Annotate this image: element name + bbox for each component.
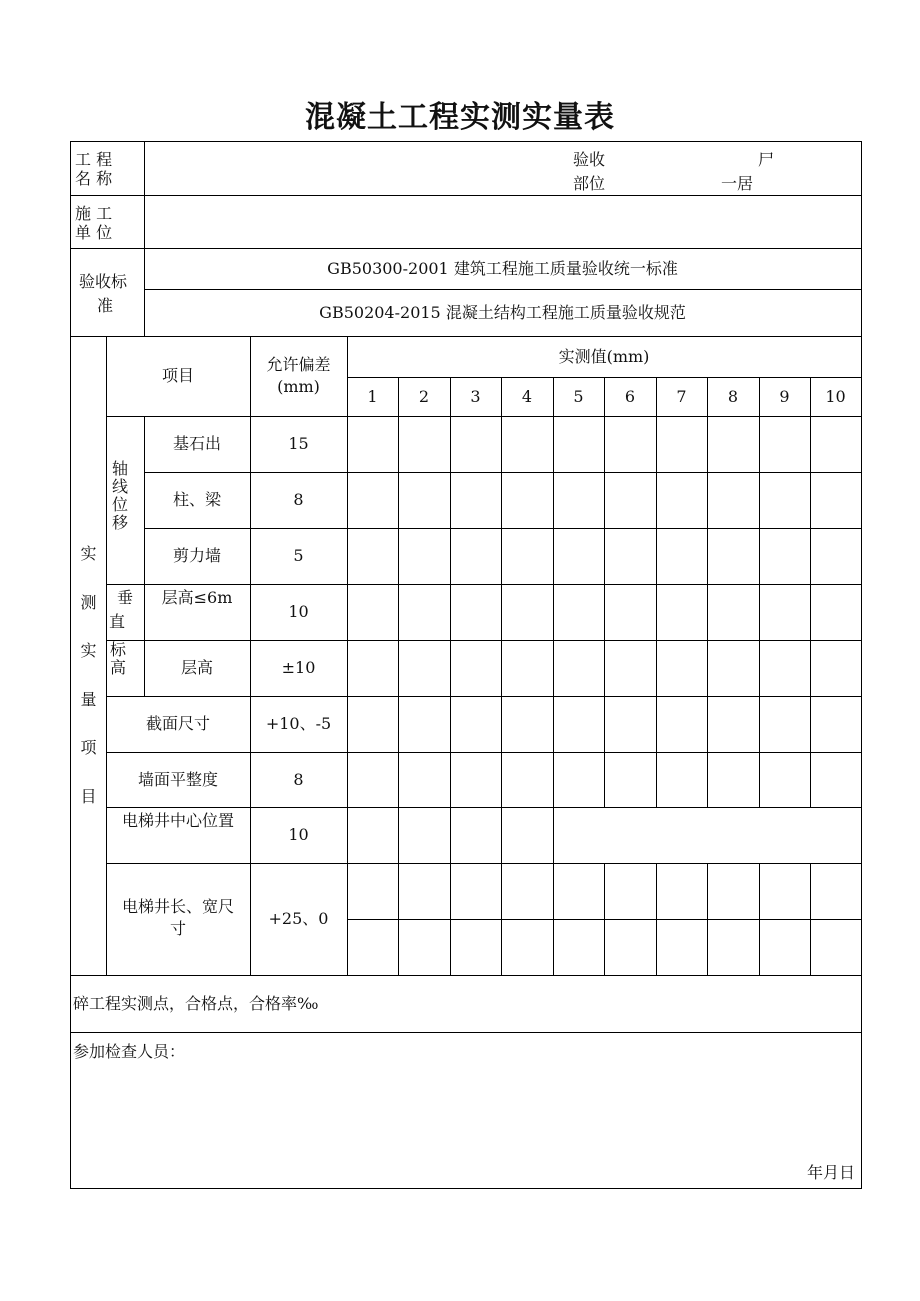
col-header-tolerance: 允许偏差 (mm) <box>266 355 331 396</box>
vertical-group-label: 直 <box>109 612 126 631</box>
acceptance-part-value: 尸 <box>758 150 775 169</box>
grid-line <box>106 863 861 864</box>
grid-line <box>656 863 657 975</box>
row-tolerance: ±10 <box>281 658 316 677</box>
grid-line <box>71 975 861 976</box>
axis-offset-group-label: 轴 线 位 移 <box>111 459 128 532</box>
standard-gb50204: GB50204-2015 混凝土结构工程施工质量验收规范 <box>319 302 686 322</box>
row-tolerance: +25、0 <box>268 909 329 928</box>
acceptance-part-label: 验收 <box>573 150 606 169</box>
row-tolerance: 10 <box>288 825 309 844</box>
point-number: 1 <box>367 386 378 406</box>
row-tolerance: 8 <box>293 769 304 789</box>
elevation-group-label: 标 <box>110 640 127 659</box>
inspectors-label: 参加检查人员： <box>73 1042 186 1061</box>
grid-line <box>604 377 605 807</box>
row-item-shear-wall: 剪力墙 <box>172 546 221 565</box>
grid-line <box>604 863 605 975</box>
point-number: 9 <box>779 386 790 406</box>
elevation-group-label: 高 <box>110 658 127 677</box>
row-tolerance: 5 <box>293 546 304 565</box>
row-item-wall-flatness: 墙面平整度 <box>137 769 218 789</box>
row-item-floor-height-6m: 层高≤6m <box>161 588 233 607</box>
grid-line <box>347 336 348 975</box>
acceptance-standard-label: 验收标 <box>79 272 128 291</box>
grid-line <box>810 863 811 975</box>
grid-line <box>501 377 502 975</box>
row-item-floor-height: 层高 <box>180 658 213 677</box>
grid-line <box>810 377 811 807</box>
grid-line <box>759 377 760 807</box>
grid-line <box>71 1032 861 1033</box>
point-number: 7 <box>676 386 687 406</box>
acceptance-part-value: 一居 <box>721 174 754 193</box>
grid-line <box>656 377 657 807</box>
row-tolerance: 15 <box>288 434 309 453</box>
row-tolerance: 10 <box>288 602 309 621</box>
standard-gb50300: GB50300-2001 建筑工程施工质量验收统一标准 <box>327 258 678 278</box>
project-name-label: 工 程 <box>75 150 113 169</box>
inspection-form <box>70 141 862 1189</box>
point-number: 6 <box>624 386 636 406</box>
point-number: 8 <box>727 386 739 406</box>
point-number: 4 <box>521 386 533 406</box>
grid-line <box>707 377 708 807</box>
row-tolerance: +10、-5 <box>265 714 332 733</box>
summary-text: 碎工程实测点，合格点，合格率‰ <box>73 994 319 1013</box>
point-number: 10 <box>825 386 846 406</box>
construction-unit-label: 单 位 <box>75 223 113 242</box>
grid-line <box>707 863 708 975</box>
construction-unit-label: 施 工 <box>75 204 113 223</box>
grid-line <box>71 195 861 196</box>
point-number: 3 <box>470 386 481 406</box>
date-label: 年月日 <box>807 1163 856 1182</box>
row-item-elevator-center: 电梯井中心位置 <box>121 811 234 830</box>
col-header-measured: 实测值(mm) <box>558 346 650 366</box>
vertical-group-label: 垂 <box>117 588 134 607</box>
row-tolerance: 8 <box>293 490 304 509</box>
page-title: 混凝土工程实测实量表 <box>305 100 615 135</box>
grid-line <box>450 377 451 975</box>
section-label: 实 测 实 量 项 目 <box>80 544 97 806</box>
grid-line <box>553 377 554 975</box>
project-name-label: 名 称 <box>75 169 113 188</box>
point-number: 5 <box>573 386 584 406</box>
row-item-elevator-size: 电梯井长、宽尺 寸 <box>121 897 234 938</box>
grid-line <box>759 863 760 975</box>
point-number: 2 <box>418 386 430 406</box>
acceptance-part-label: 部位 <box>573 174 606 193</box>
col-header-item: 项目 <box>161 366 194 385</box>
row-item-foundation: 基石出 <box>172 434 221 453</box>
acceptance-standard-label: 准 <box>97 296 114 315</box>
grid-line <box>398 377 399 975</box>
grid-line <box>106 336 107 975</box>
row-item-column-beam: 柱、梁 <box>172 490 221 509</box>
row-item-section-size: 截面尺寸 <box>145 714 210 733</box>
